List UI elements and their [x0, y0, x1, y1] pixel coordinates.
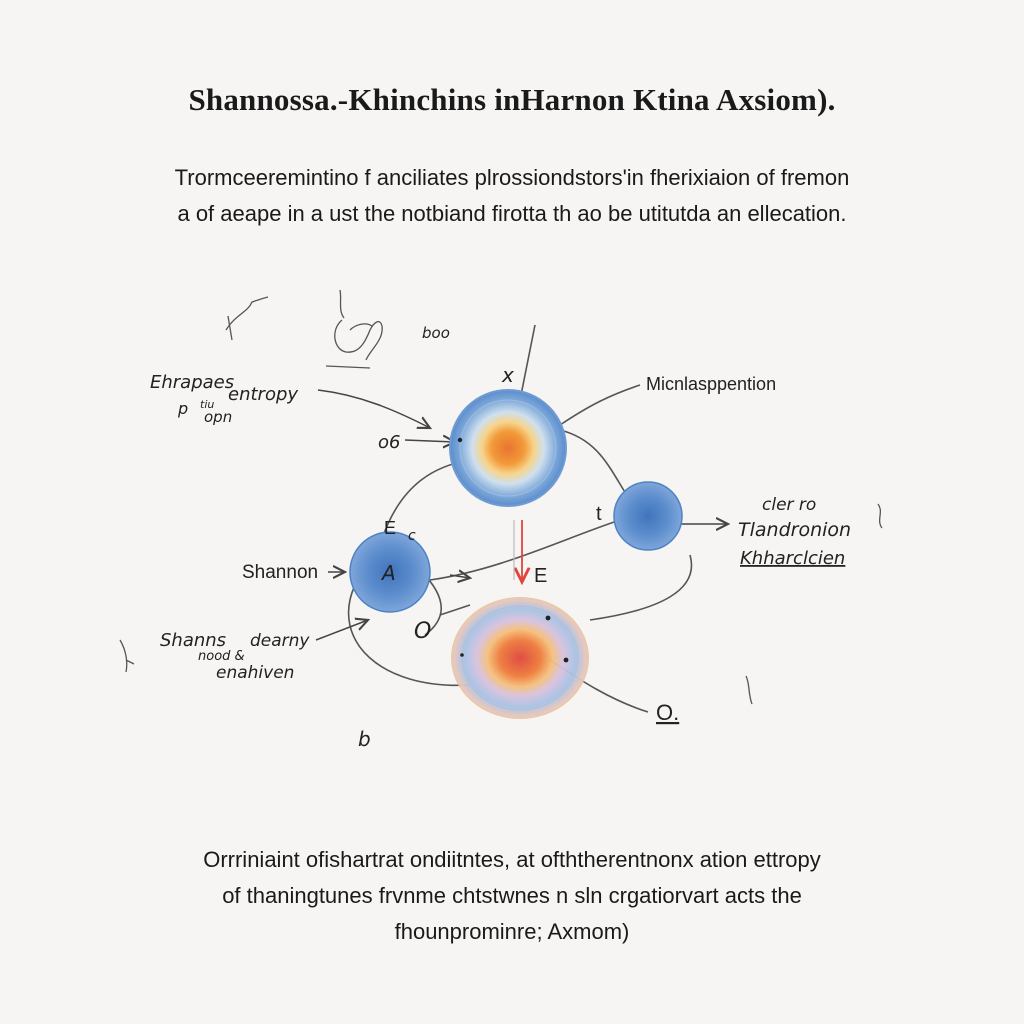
outro-paragraph: [120, 842, 904, 950]
label-boo: boo: [422, 324, 450, 342]
label-o6: o6: [378, 432, 401, 453]
arrow-o6-to-top: [405, 440, 455, 442]
outro-line-3: fhounprominre; Axmom): [394, 919, 630, 944]
label-ehrapaes: Ehrapaes: [150, 372, 235, 393]
dot-bottom-left: [460, 653, 464, 657]
label-shannon: Shannon: [242, 562, 319, 583]
outro-line-2: of thaningtunes frvnme chtstwnes n sln crgatiorvart acts the: [222, 883, 802, 908]
dot-bottom-top: [546, 616, 551, 621]
label-nood: nood &: [198, 649, 245, 664]
label-c: c: [408, 528, 416, 544]
label-entropy: entropy: [228, 384, 299, 405]
page-title: Shannossa.-Khinchins inHarnon Ktina Axsiom).: [188, 82, 836, 117]
label-a: A: [382, 561, 396, 585]
label-x: x: [502, 363, 514, 387]
squiggle-top-left: [226, 297, 268, 330]
label-khharclcien: Khharclcien: [740, 548, 846, 569]
label-enahiven: enahiven: [216, 663, 295, 683]
dot-top-left: [458, 438, 462, 442]
label-e-mid: E: [534, 565, 548, 587]
label-o-right: O.: [656, 700, 680, 725]
label-opn: opn: [204, 408, 233, 426]
label-shanns: Shanns: [160, 630, 227, 651]
label-b: b: [358, 727, 371, 751]
label-dearny: dearny: [250, 631, 310, 651]
connector-shannon-right: [430, 520, 620, 580]
dot-bottom-right: [564, 658, 569, 663]
label-tiu: tiu: [200, 398, 215, 411]
label-e-upper: E: [384, 518, 397, 538]
top-entropy-circle: [450, 390, 566, 506]
label-micnlasppention: Micnlasppention: [646, 374, 777, 394]
outro-line-1: Orrriniaint ofishartrat ondiitntes, at ofththerentnonx ation ettropy: [203, 847, 821, 872]
bottom-entropy-circle: [452, 598, 588, 718]
label-p: p: [178, 399, 189, 418]
connector-o-low: [440, 605, 470, 615]
intro-line-2: a of aeape in a ust the notbiand firotta th ao be utitutda an ellecation.: [177, 201, 847, 226]
right-blue-circle: [614, 482, 682, 550]
label-cler-ro: cler ro: [762, 495, 817, 515]
connector-x-stem: [520, 325, 535, 400]
arrow-shanns: [316, 620, 368, 640]
connector-micro: [560, 385, 640, 425]
intro-line-1: Trormceeremintino f anciliates plrossiondstors'in fherixiaion of fremon: [174, 165, 850, 190]
connector-right-bottom: [590, 555, 692, 620]
arrow-entropy-to-top: [318, 390, 430, 428]
connector-top-right: [560, 430, 630, 500]
label-tlandronion: Tlandronion: [738, 519, 852, 541]
label-o-low: O: [414, 619, 432, 644]
label-t: t: [596, 503, 602, 525]
